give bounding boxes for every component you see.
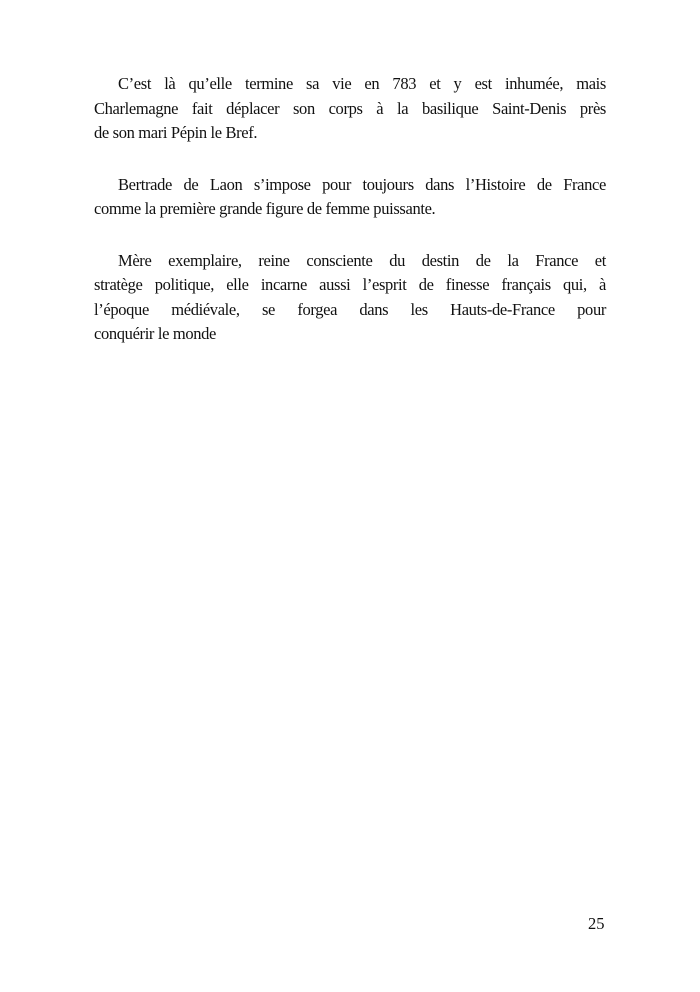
body-text [94,72,606,374]
page-number: 25 [588,914,605,933]
text-line: stratège politique, elle incarne aussi l’esprit de finesse français qui, à [94,275,606,294]
text-line: de son mari Pépin le Bref. [94,123,258,142]
paragraph [94,72,606,146]
text-line: conquérir le monde [94,324,216,343]
text-line: Bertrade de Laon s’impose pour toujours dans l’Histoire de France [118,174,606,194]
text-line: Charlemagne fait déplacer son corps à la basilique Saint-Denis près [94,98,606,118]
text-line: C’est là qu’elle termine sa vie en 783 et y est inhumée, mais [118,74,606,93]
paragraph [94,249,606,347]
text-line: Mère exemplaire, reine consciente du destin de la France et [118,250,606,270]
text-line: l’époque médiévale, se forgea dans les Hauts-de-France pour [94,299,606,319]
paragraph [94,173,606,222]
text-line: comme la première grande figure de femme puissante. [94,199,436,218]
